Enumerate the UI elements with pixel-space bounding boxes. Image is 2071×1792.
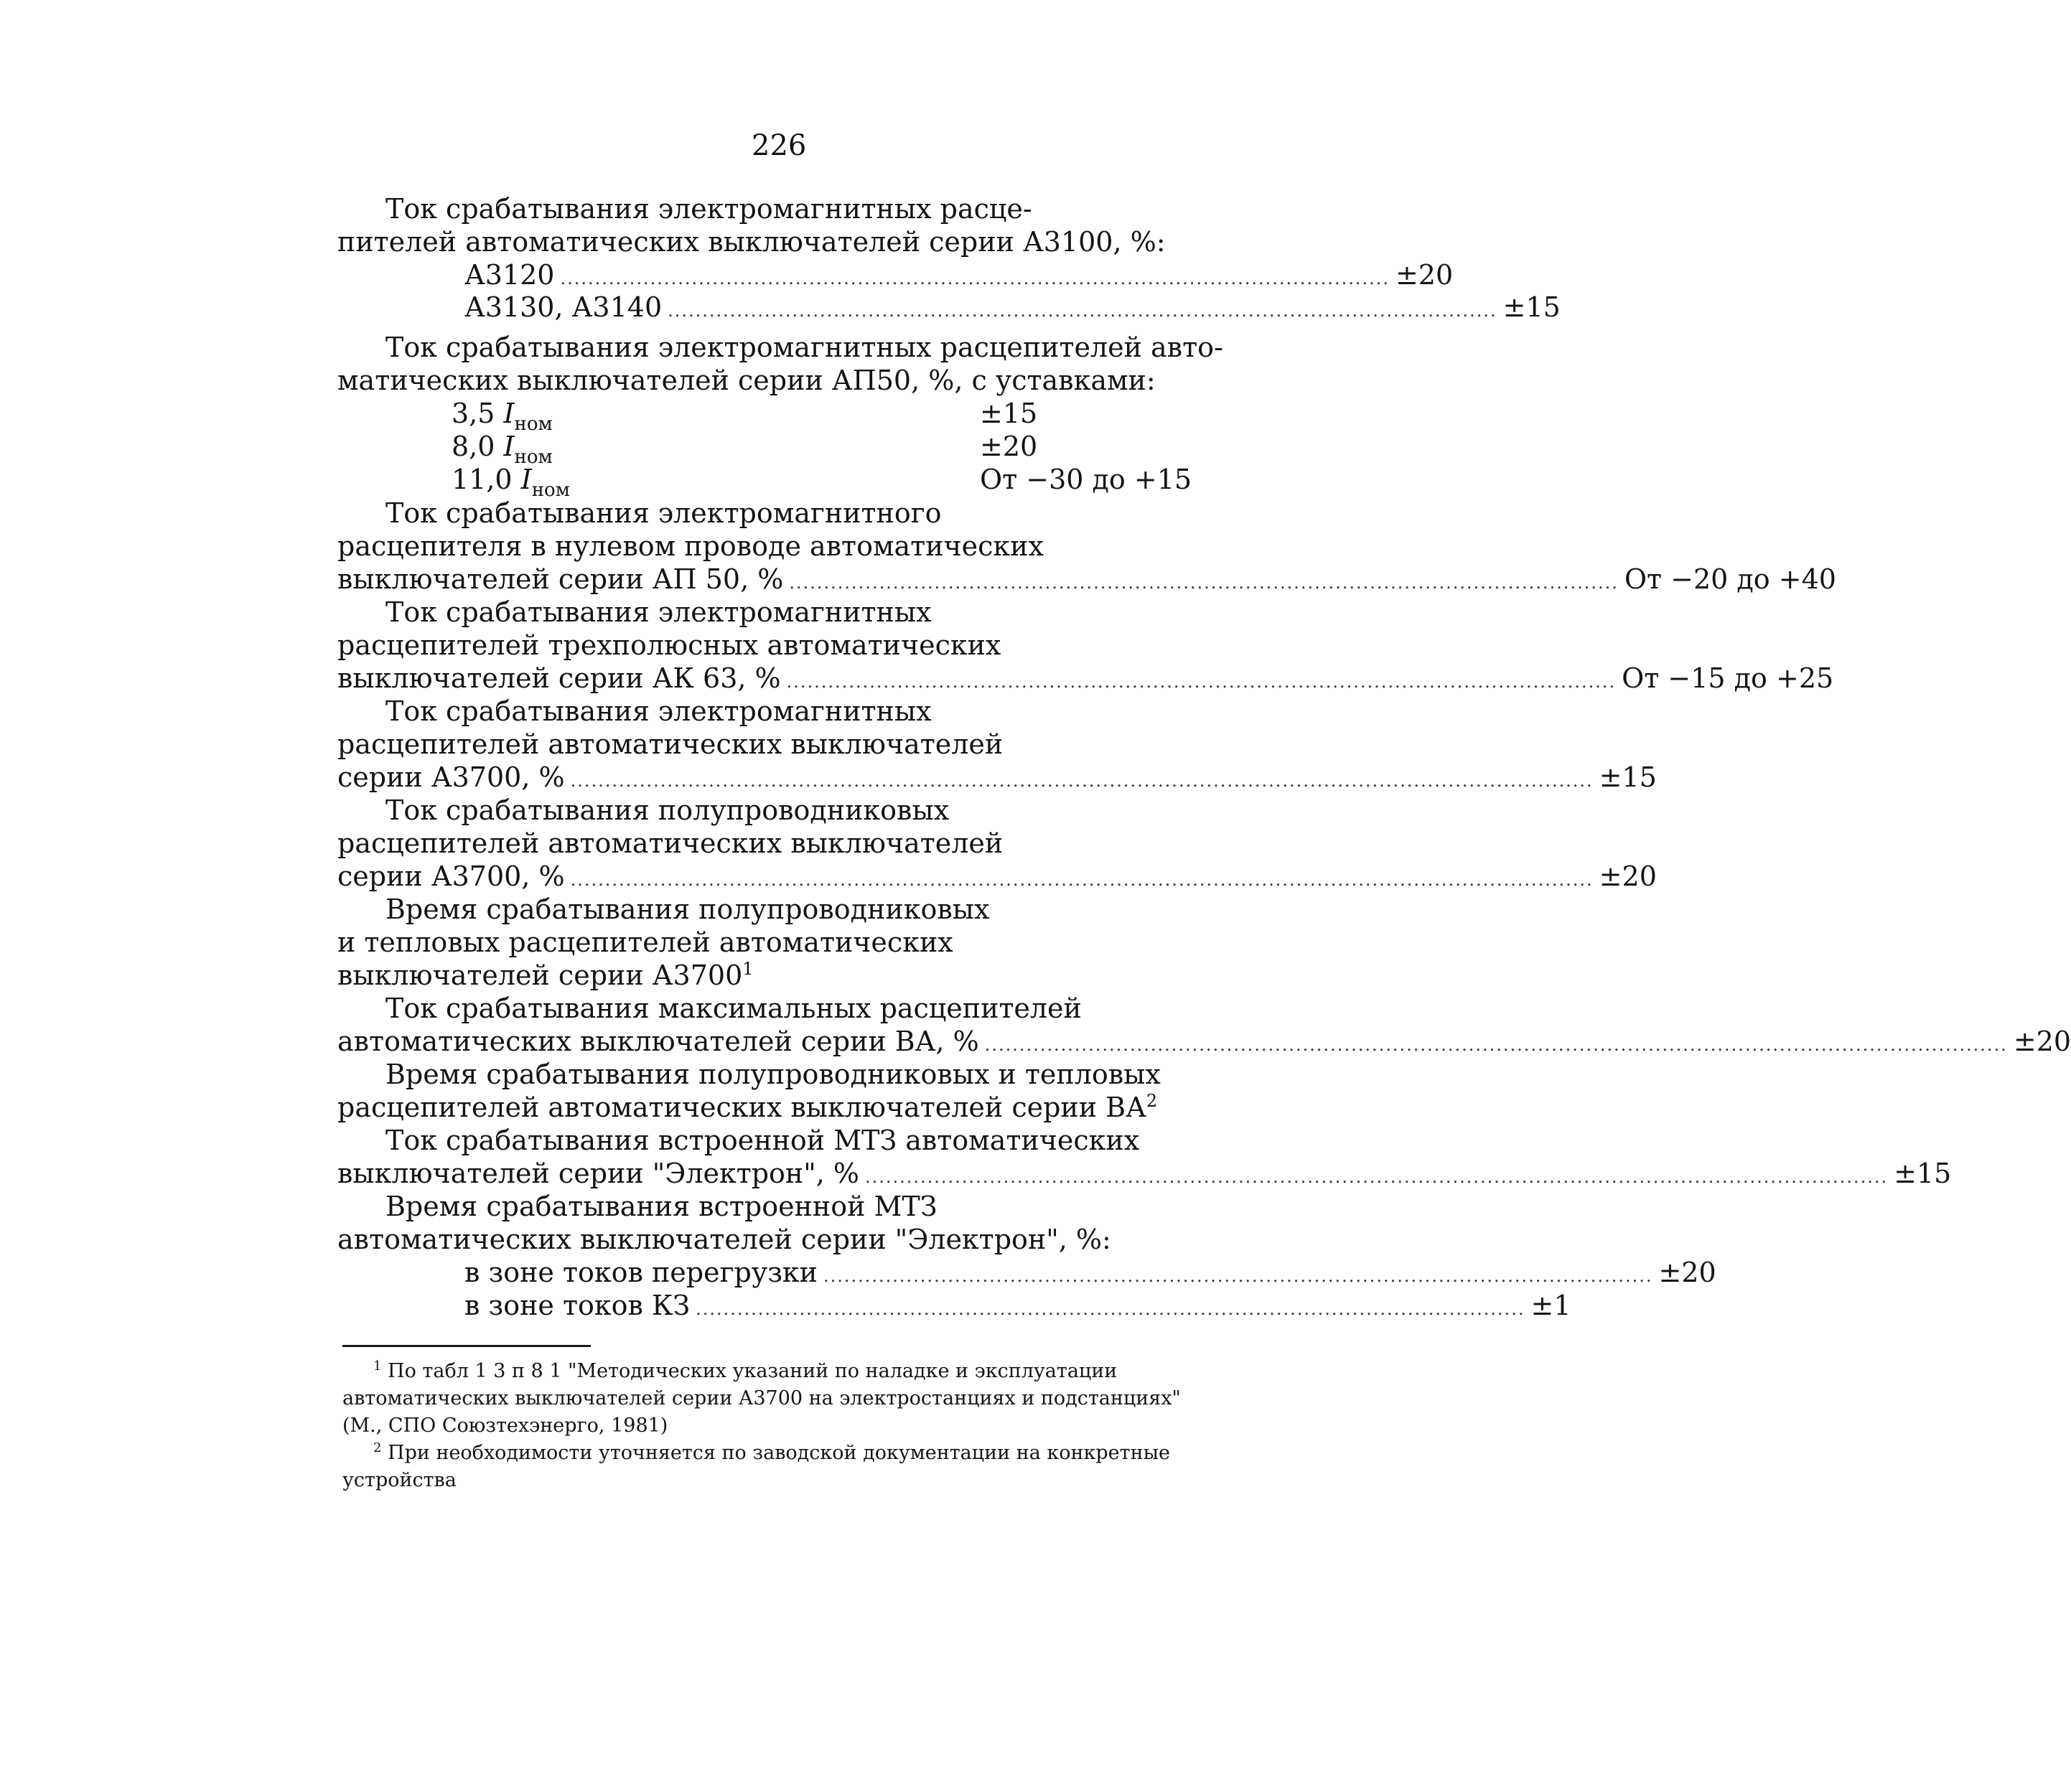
block8-line2 bbox=[337, 1025, 2071, 1061]
line-text: расцепителей автоматических выключателей серии ВА bbox=[337, 1092, 1146, 1123]
block1-row1 bbox=[464, 258, 1454, 295]
block5-line1: Ток срабатывания электромагнитных bbox=[385, 695, 932, 727]
setting-number: 3,5 bbox=[452, 398, 495, 429]
block2-line1: Ток срабатывания электромагнитных расцепителей авто- bbox=[385, 332, 1223, 363]
row-value: От −15 до +25 bbox=[1622, 662, 1834, 694]
footnote-text: По табл 1 3 п 8 1 "Методических указаний по наладке и эксплуатации bbox=[388, 1360, 1118, 1382]
footnote-2-line2: устройства bbox=[342, 1469, 457, 1491]
block10-line1: Ток срабатывания встроенной МТЗ автоматических bbox=[385, 1125, 1140, 1156]
current-symbol: I bbox=[503, 398, 515, 429]
leader-dots: .................................................................................................................................................... bbox=[984, 1035, 2008, 1055]
leader-dots: ........................................................................................................................ bbox=[696, 1299, 1525, 1319]
row-label: выключателей серии АП 50, % bbox=[337, 563, 784, 595]
block9-line2 bbox=[337, 1091, 1157, 1124]
row-value: ±20 bbox=[1395, 259, 1454, 291]
block9-line1: Время срабатывания полупроводниковых и тепловых bbox=[385, 1059, 1161, 1090]
block11-row1 bbox=[464, 1256, 1716, 1293]
row-value: ±15 bbox=[1894, 1158, 1952, 1189]
row-label: серии А3700, % bbox=[337, 860, 565, 892]
leader-dots: .................................................................................................................................................... bbox=[865, 1167, 1889, 1187]
block5-line3 bbox=[337, 761, 1657, 797]
block2-line2: матических выключателей серии АП50, %, с уставками: bbox=[337, 365, 1156, 396]
block2-row2-label bbox=[452, 430, 553, 468]
block3-line3 bbox=[337, 563, 1836, 599]
row-label: А3120 bbox=[464, 259, 555, 291]
setting-number: 8,0 bbox=[452, 431, 495, 462]
footnote-ref-1: 1 bbox=[742, 959, 754, 979]
block5-line2: расцепителей автоматических выключателей bbox=[337, 728, 1004, 760]
block6-line2: расцепителей автоматических выключателей bbox=[337, 827, 1004, 859]
block3-line1: Ток срабатывания электромагнитного bbox=[385, 497, 942, 529]
block8-line1: Ток срабатывания максимальных расцепителей bbox=[385, 993, 1082, 1024]
block6-line1: Ток срабатывания полупроводниковых bbox=[385, 794, 950, 826]
setting-number: 11,0 bbox=[452, 464, 513, 495]
block11-row2 bbox=[464, 1289, 1571, 1326]
page-number: 226 bbox=[752, 129, 807, 162]
leader-dots: ........................................................................................................................ bbox=[560, 268, 1390, 288]
row-value: ±20 bbox=[1658, 1257, 1716, 1288]
leader-dots: ........................................................................................................................ bbox=[789, 573, 1619, 593]
footnote-mark-1: 1 bbox=[373, 1359, 382, 1374]
row-value: От −20 до +40 bbox=[1624, 563, 1836, 595]
current-subscript: ном bbox=[531, 479, 570, 501]
footnote-separator bbox=[342, 1345, 591, 1347]
row-value: ±20 bbox=[1599, 860, 1657, 892]
footnote-ref-2: 2 bbox=[1146, 1091, 1158, 1111]
leader-dots: ........................................................................................................................ bbox=[786, 672, 1617, 692]
block2-row3-label bbox=[452, 463, 570, 501]
row-label: в зоне токов перегрузки bbox=[464, 1257, 818, 1288]
block7-line1: Время срабатывания полупроводниковых bbox=[385, 893, 990, 925]
block7-line3 bbox=[337, 959, 754, 992]
current-subscript: ном bbox=[514, 413, 553, 435]
block3-line2: расцепителя в нулевом проводе автоматических bbox=[337, 530, 1044, 562]
block2-row3-value: От −30 до +15 bbox=[980, 464, 1192, 495]
row-label: А3130, А3140 bbox=[464, 291, 663, 323]
block2-row1-label bbox=[452, 397, 553, 435]
block7-line2: и тепловых расцепителей автоматических bbox=[337, 927, 953, 958]
leader-dots: ........................................................................................................................ bbox=[823, 1266, 1653, 1286]
current-symbol: I bbox=[503, 431, 515, 462]
block4-line1: Ток срабатывания электромагнитных bbox=[385, 596, 932, 628]
row-value: ±1 bbox=[1530, 1290, 1571, 1321]
block10-line2 bbox=[337, 1157, 1952, 1193]
line-text: выключателей серии А3700 bbox=[337, 960, 743, 991]
row-label: серии А3700, % bbox=[337, 761, 565, 793]
row-label: автоматических выключателей серии ВА, % bbox=[337, 1026, 979, 1057]
row-value: ±15 bbox=[1502, 291, 1561, 323]
current-symbol: I bbox=[520, 464, 532, 495]
row-label: в зоне токов КЗ bbox=[464, 1290, 691, 1321]
footnote-1-line2: автоматических выключателей серии А3700 на электростанциях и подстанциях" bbox=[342, 1387, 1181, 1409]
current-subscript: ном bbox=[514, 446, 553, 468]
footnote-mark-2: 2 bbox=[373, 1440, 382, 1455]
block11-line2: автоматических выключателей серии "Электрон", %: bbox=[337, 1224, 1111, 1255]
footnote-text: При необходимости уточняется по заводской документации на конкретные bbox=[388, 1442, 1171, 1464]
footnote-2-line1 bbox=[373, 1440, 1170, 1467]
row-value: ±15 bbox=[1599, 761, 1657, 793]
block1-line2: пителей автоматических выключателей серии А3100, %: bbox=[337, 226, 1166, 258]
leader-dots: ........................................................................................................................ bbox=[668, 301, 1497, 321]
block1-row2 bbox=[464, 291, 1561, 327]
block6-line3 bbox=[337, 860, 1657, 896]
footnote-1-line3: (М., СПО Союзтехэнерго, 1981) bbox=[342, 1415, 668, 1437]
leader-dots: .................................................................................................................................................... bbox=[570, 870, 1594, 890]
block4-line3 bbox=[337, 662, 1834, 698]
block2-row2-value: ±20 bbox=[980, 431, 1038, 462]
block11-line1: Время срабатывания встроенной МТЗ bbox=[385, 1191, 938, 1222]
row-label: выключателей серии "Электрон", % bbox=[337, 1158, 859, 1189]
block1-line1: Ток срабатывания электромагнитных расце- bbox=[385, 193, 1032, 225]
block4-line2: расцепителей трехполюсных автоматических bbox=[337, 629, 1001, 661]
leader-dots: .................................................................................................................................................... bbox=[570, 771, 1594, 791]
footnote-1-line1 bbox=[373, 1358, 1117, 1385]
row-value: ±20 bbox=[2013, 1026, 2071, 1057]
block2-row1-value: ±15 bbox=[980, 398, 1038, 429]
row-label: выключателей серии АК 63, % bbox=[337, 662, 781, 694]
